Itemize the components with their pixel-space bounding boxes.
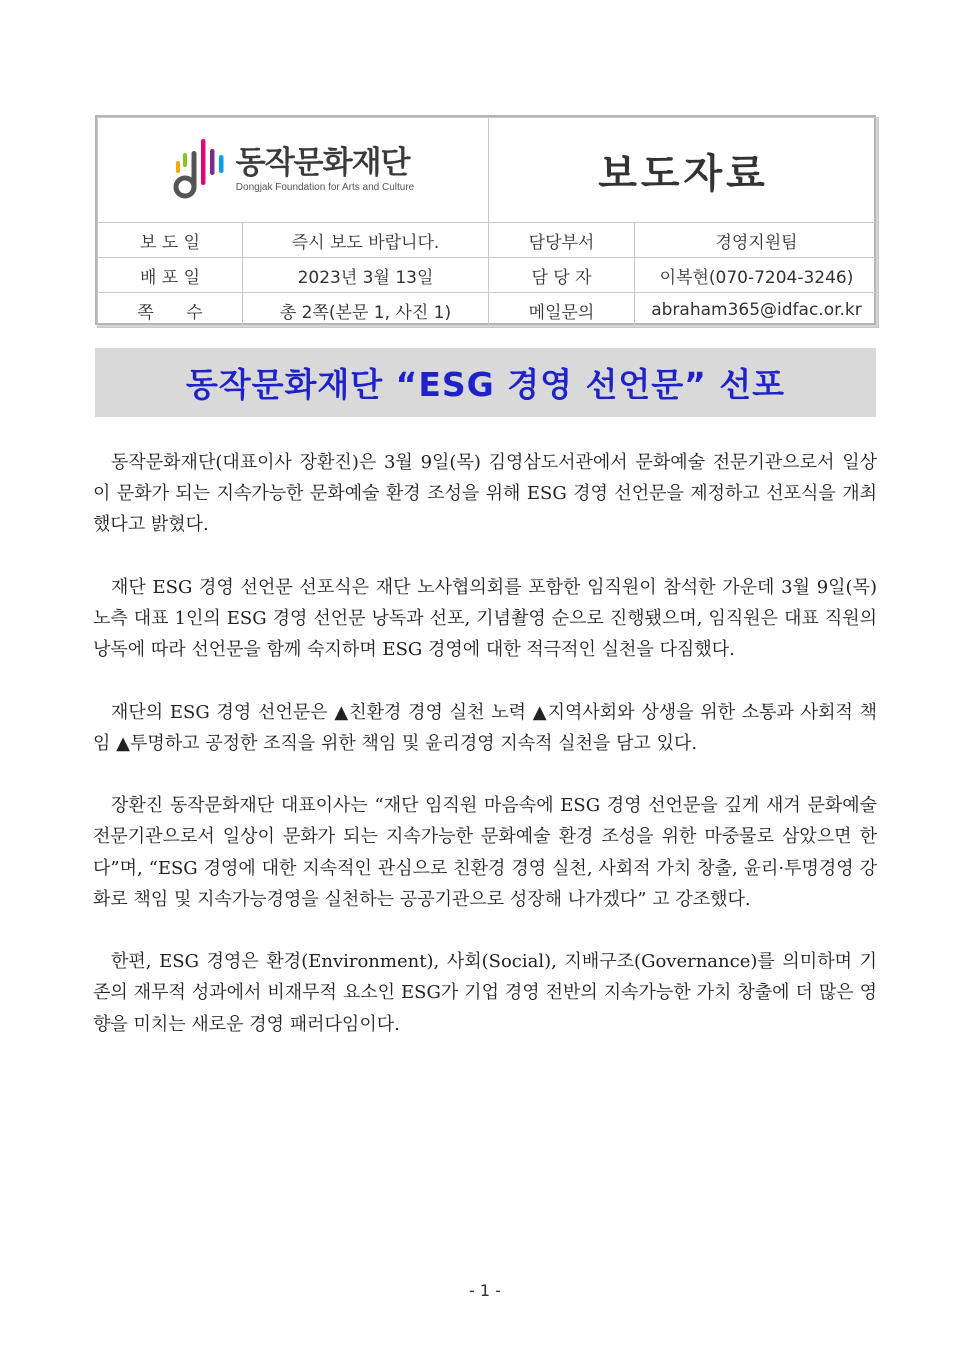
paragraph: 장환진 동작문화재단 대표이사는 “재단 임직원 마음속에 ESG 경영 선언문을 깊게 새겨 문화예술 전문기관으로서 일상이 문화가 되는 지속가능한 문화예술 환경 조성을 위한 마중물로 삼았으면 한다”며, “ESG 경영에 대한 지속적인 관심으로 친환경 경영 실천, 사회적 가치 창출, 윤리·투명경영 강화로 책임 및 지속가능경영을 실천하는 공공기관으로 성장해 나가겠다” 고 강조했다. [93, 795, 877, 910]
page-count-value: 총 2쪽(본문 1, 사진 1) [243, 293, 489, 328]
distribution-date-label: 배 포 일 [98, 258, 243, 293]
email-label: 메일문의 [489, 293, 635, 328]
title-bar [95, 348, 876, 417]
paragraph: 동작문화재단(대표이사 장환진)은 3월 9일(목) 김영삼도서관에서 문화예술 전문기관으로서 일상이 문화가 되는 지속가능한 문화예술 환경 조성을 위해 ESG 경영 선언문을 제정하고 선포식을 개최했다고 밝혔다. [93, 452, 877, 536]
release-date-label: 보 도 일 [98, 223, 243, 258]
contact-person-label: 담 당 자 [489, 258, 635, 293]
foundation-logo [98, 135, 488, 205]
contact-person-value: 이복현(070-7204-3246) [635, 258, 879, 293]
distribution-date-value: 2023년 3월 13일 [243, 258, 489, 293]
email-value[interactable]: abraham365@idfac.or.kr [635, 293, 879, 328]
logo-name: 동작문화재단 [235, 145, 410, 181]
info-row-distribution-date [98, 258, 879, 293]
logo-cell [98, 118, 489, 223]
department-value: 경영지원팀 [635, 223, 879, 258]
press-release-header [95, 115, 876, 325]
department-label: 담당부서 [489, 223, 635, 258]
doc-type-cell [489, 118, 879, 223]
press-title: 동작문화재단 “ESG 경영 선언문” 선포 [185, 365, 786, 404]
release-date-value: 즉시 보도 바랍니다. [243, 223, 489, 258]
page-number: - 1 - [469, 1281, 501, 1300]
press-body [93, 447, 877, 1071]
info-row-release-date [98, 223, 879, 258]
page-count-label: 쪽 수 [98, 293, 243, 328]
foundation-logo-icon [172, 135, 226, 205]
logo-subtitle: Dongjak Foundation for Arts and Culture [235, 182, 415, 193]
paragraph: 한편, ESG 경영은 환경(Environment), 사회(Social), 지배구조(Governance)를 의미하며 기존의 재무적 성과에서 비재무적 요소인 ESG가 기업 경영 전반의 지속가능한 가치 창출에 더 많은 영향을 미치는 새로운 경영 패러다임이다. [93, 951, 877, 1035]
paragraph: 재단의 ESG 경영 선언문은 ▲친환경 경영 실천 노력 ▲지역사회와 상생을 위한 소통과 사회적 책임 ▲투명하고 공정한 조직을 위한 책임 및 윤리경영 지속적 실천을 담고 있다. [93, 701, 877, 754]
doc-type: 보도자료 [598, 150, 769, 197]
paragraph: 재단 ESG 경영 선언문 선포식은 재단 노사협의회를 포함한 임직원이 참석한 가운데 3월 9일(목) 노측 대표 1인의 ESG 경영 선언문 낭독과 선포, 기념촬영 순으로 진행됐으며, 임직원은 대표 직원의 낭독에 따라 선언문을 함께 숙지하며 ESG 경영에 대한 적극적인 실천을 다짐했다. [93, 576, 877, 661]
header-table [97, 117, 879, 328]
info-row-page-count [98, 293, 879, 328]
